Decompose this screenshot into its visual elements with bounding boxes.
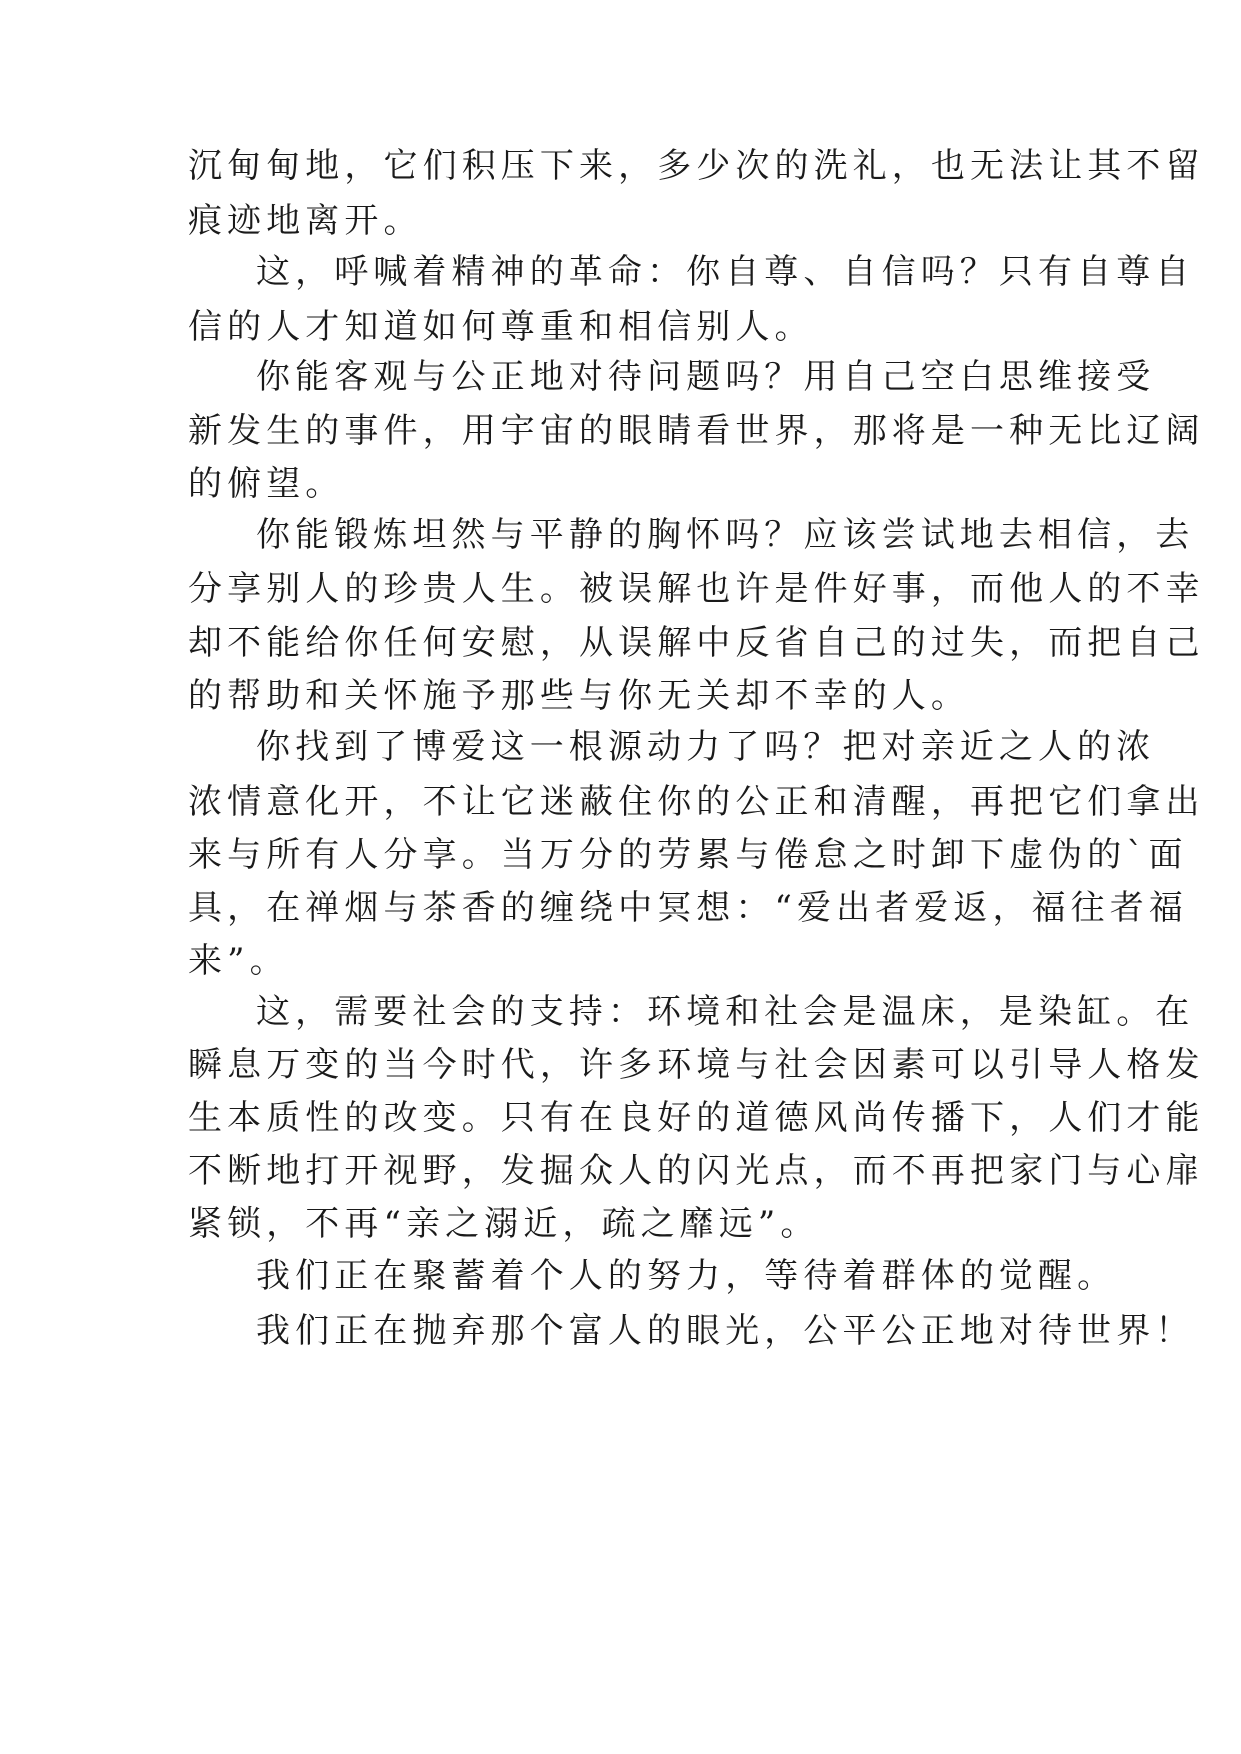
paragraph-5-line-4: 具，在禅烟与茶香的缠绕中冥想：“爱出者爱返，福往者福 [188, 888, 1188, 928]
paragraph-3-line-3: 的俯望。 [188, 464, 345, 504]
paragraph-5-line-1: 你找到了博爱这一根源动力了吗？把对亲近之人的浓 [256, 727, 1156, 767]
paragraph-5-line-5: 来”。 [188, 941, 289, 981]
paragraph-6-line-1: 这，需要社会的支持：环境和社会是温床，是染缸。在 [256, 992, 1195, 1032]
paragraph-3-line-2: 新发生的事件，用宇宙的眼睛看世界，那将是一种无比辽阔 [188, 411, 1205, 451]
paragraph-4-line-1: 你能锻炼坦然与平静的胸怀吗？应该尝试地去相信，去 [256, 515, 1195, 555]
paragraph-4-line-4: 的帮助和关怀施予那些与你无关却不幸的人。 [188, 676, 970, 716]
paragraph-6-line-3: 生本质性的改变。只有在良好的道德风尚传播下，人们才能 [188, 1098, 1205, 1138]
paragraph-6-line-5: 紧锁，不再“亲之溺近，疏之靡远”。 [188, 1204, 820, 1244]
paragraph-6-line-2: 瞬息万变的当今时代，许多环境与社会因素可以引导人格发 [188, 1045, 1205, 1085]
paragraph-5-line-3: 来与所有人分享。当万分的劳累与倦怠之时卸下虚伪的`面 [188, 835, 1188, 875]
paragraph-1-line-1: 沉甸甸地，它们积压下来，多少次的洗礼，也无法让其不留 [188, 146, 1205, 186]
paragraph-2-line-2: 信的人才知道如何尊重和相信别人。 [188, 307, 814, 347]
paragraph-6-line-4: 不断地打开视野，发掘众人的闪光点，而不再把家门与心扉 [188, 1151, 1205, 1191]
paragraph-2-line-1: 这，呼喊着精神的革命：你自尊、自信吗？只有自尊自 [256, 252, 1195, 292]
paragraph-5-line-2: 浓情意化开，不让它迷蔽住你的公正和清醒，再把它们拿出 [188, 782, 1205, 822]
paragraph-1-line-2: 痕迹地离开。 [188, 201, 423, 241]
paragraph-3-line-1: 你能客观与公正地对待问题吗？用自己空白思维接受 [256, 357, 1156, 397]
paragraph-4-line-2: 分享别人的珍贵人生。被误解也许是件好事，而他人的不幸 [188, 569, 1205, 609]
paragraph-8-line-1: 我们正在抛弃那个富人的眼光，公平公正地对待世界！ [256, 1311, 1195, 1351]
paragraph-7-line-1: 我们正在聚蓄着个人的努力，等待着群体的觉醒。 [256, 1256, 1117, 1296]
paragraph-4-line-3: 却不能给你任何安慰，从误解中反省自己的过失，而把自己 [188, 623, 1205, 663]
